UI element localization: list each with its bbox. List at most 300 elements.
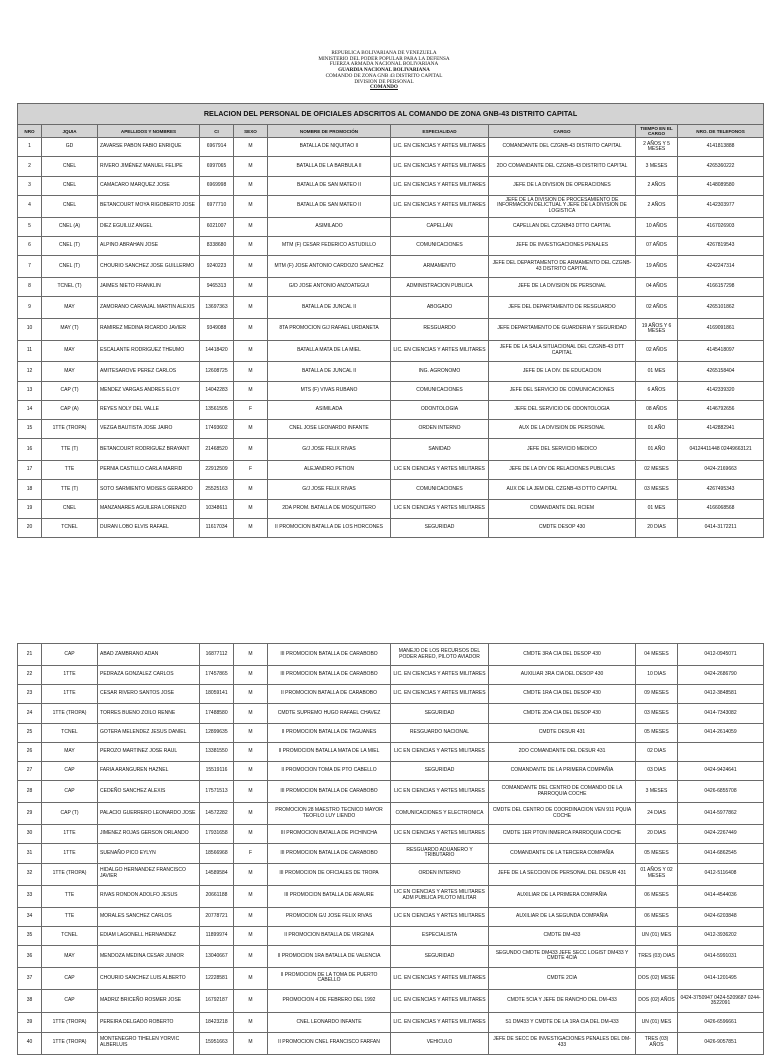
cell-telefono: 4265360222 (678, 157, 764, 176)
cell-telefono: 0414-7343082 (678, 704, 764, 723)
cell-nro: 21 (18, 644, 42, 666)
cell-telefono: 0414-5977862 (678, 803, 764, 825)
table-row (18, 480, 764, 499)
cell-cargo: AUXILIAR DE LA PRIMERA COMPAÑIA (489, 885, 636, 907)
cell-jquia: MAY (42, 340, 98, 362)
table-row (18, 907, 764, 926)
cell-nombre: ZAVARSE PABON FABIO ENRIQUE (98, 138, 200, 157)
cell-jquia: MAY (42, 362, 98, 381)
cell-sexo: M (234, 195, 268, 217)
cell-tiempo: 10 AÑOS (636, 217, 678, 236)
cell-jquia: MAY (42, 297, 98, 319)
cell-nombre: MENDOZA MEDINA CESAR JUNIOR (98, 945, 200, 967)
cell-ci: 20778721 (200, 907, 234, 926)
header-line: FUERZA ARMADA NACIONAL BOLIVARIANA (329, 61, 439, 68)
cell-sexo: M (234, 176, 268, 195)
table-row (18, 439, 764, 461)
cell-nro: 9 (18, 297, 42, 319)
cell-sexo: M (234, 967, 268, 989)
cell-especialidad: ARMAMENTO (391, 256, 489, 278)
cell-cargo: CMDTE 3RA CIA DEL DESOP 430 (489, 644, 636, 666)
table-row (18, 803, 764, 825)
cell-tiempo: TRES (03) DIAS (636, 945, 678, 967)
cell-promocion: II PROMOCION TOMA DE PTO CABELLO (268, 761, 391, 780)
cell-promocion: III PROMOCION BATALLA DE CARABOBO (268, 644, 391, 666)
cell-cargo: COMANDANTE DEL CZGNB-43 DISTRITO CAPITAL (489, 138, 636, 157)
cell-tiempo: 02 DIAS (636, 742, 678, 761)
cell-cargo: 2DO COMANDANTE DEL CZGNB-43 DISTRITO CAPITAL (489, 157, 636, 176)
cell-especialidad: LIC. EN CIENCIAS Y ARTES MILITARES (391, 989, 489, 1013)
cell-nombre: MANZANARES AGUILERA LORENZO (98, 499, 200, 518)
cell-especialidad: SEGURIDAD (391, 761, 489, 780)
cell-cargo: JEFE DE LA DIVISION DE PROCESAMIENTO DE INFORMACION DELICTUAL Y JEFE DE LA DIVISION DE LOGISTICA (489, 195, 636, 217)
cell-sexo: M (234, 885, 268, 907)
cell-ci: 15951663 (200, 1032, 234, 1054)
cell-especialidad: SEGURIDAD (391, 518, 489, 537)
table-row (18, 644, 764, 666)
cell-tiempo: 02 AÑOS (636, 340, 678, 362)
table-row (18, 277, 764, 296)
cell-nombre: ZAMORANO CARVAJAL MARTIN ALEXIS (98, 297, 200, 319)
cell-promocion: BATALLA DE SAN MATEO II (268, 176, 391, 195)
cell-nombre: MENDEZ VARGAS ANDRES ELOY (98, 381, 200, 400)
cell-especialidad: LIC. EN CIENCIAS Y ARTES MILITARES (391, 340, 489, 362)
cell-nro: 17 (18, 461, 42, 480)
cell-tiempo: 2 AÑOS Y 5 MESES (636, 138, 678, 157)
table-row (18, 825, 764, 844)
cell-nro: 18 (18, 480, 42, 499)
cell-jquia: TCNEL (42, 518, 98, 537)
cell-nro: 4 (18, 195, 42, 217)
cell-nro: 23 (18, 685, 42, 704)
cell-sexo: M (234, 420, 268, 439)
cell-tiempo: DOS (02) AÑOS (636, 989, 678, 1013)
cell-cargo: CMDTE 1RA CIA DEL DESOP 430 (489, 685, 636, 704)
table-row (18, 157, 764, 176)
cell-sexo: M (234, 1013, 268, 1032)
cell-especialidad: ABOGADO (391, 297, 489, 319)
cell-ci: 20661188 (200, 885, 234, 907)
cell-nombre: MADRIZ BRICEÑO ROSMER JOSE (98, 989, 200, 1013)
table-row (18, 499, 764, 518)
table-body (18, 644, 764, 1055)
cell-nombre: CAMACARO MARQUEZ JOSE (98, 176, 200, 195)
cell-promocion: BATALLA DE SAN MATEO II (268, 195, 391, 217)
officers-table (17, 103, 764, 538)
cell-sexo: M (234, 803, 268, 825)
cell-nombre: PEROZO MARTINEZ JOSE RAUL (98, 742, 200, 761)
cell-promocion: PROMOCION 4 DE FEBRERO DEL 1992 (268, 989, 391, 1013)
cell-especialidad: LIC EN CIENCIAS Y ARTES MILITARES ADM PUBLICA PILOTO MILITAR (391, 885, 489, 907)
cell-nombre: CHOURIO SANCHEZ JOSE GUILLERMO (98, 256, 200, 278)
table-row (18, 217, 764, 236)
cell-nombre: JAIMES NIETO FRANKLIN (98, 277, 200, 296)
cell-nombre: BETANCOURT RODRIGUEZ BRAYANT (98, 439, 200, 461)
cell-cargo: JEFE DE LA DIVISION DE OPERACIONES (489, 176, 636, 195)
cell-ci: 13697363 (200, 297, 234, 319)
cell-promocion: ASIMILADO (268, 217, 391, 236)
cell-tiempo: 08 AÑOS (636, 400, 678, 419)
column-header: NOMBRE DE PROMOCIÓN (268, 125, 391, 138)
cell-tiempo: 09 MESES (636, 685, 678, 704)
cell-nro: 22 (18, 666, 42, 685)
cell-jquia: CAP (42, 967, 98, 989)
cell-sexo: M (234, 157, 268, 176)
cell-telefono: 0426-6596661 (678, 1013, 764, 1032)
cell-cargo: CMDTE DM-433 (489, 926, 636, 945)
cell-sexo: M (234, 499, 268, 518)
cell-tiempo: 05 MESES (636, 723, 678, 742)
cell-nombre: CESAR RIVERO SANTOS JOSE (98, 685, 200, 704)
cell-ci: 11617034 (200, 518, 234, 537)
cell-cargo: COMANDANTE DE LA PRIMERA COMPAÑIA (489, 761, 636, 780)
cell-nombre: JIMENEZ ROJAS GERSON ORLANDO (98, 825, 200, 844)
cell-telefono: 4148089580 (678, 176, 764, 195)
table-row (18, 761, 764, 780)
table-row (18, 138, 764, 157)
cell-especialidad: MANEJO DE LOS RECURSOS DEL PODER AEREO, PILOTO AVIADOR (391, 644, 489, 666)
cell-jquia: CAP (42, 989, 98, 1013)
cell-sexo: M (234, 907, 268, 926)
cell-cargo: CMDTE 2DA CIA DEL DESOP 430 (489, 704, 636, 723)
cell-nro: 15 (18, 420, 42, 439)
cell-sexo: F (234, 844, 268, 863)
cell-ci: 12228581 (200, 967, 234, 989)
table-row (18, 967, 764, 989)
cell-promocion: II PROMOCION CNEL FRANCISCO FARFAN (268, 1032, 391, 1054)
cell-telefono: 0414-3172211 (678, 518, 764, 537)
column-header: NRO (18, 125, 42, 138)
cell-tiempo: 19 AÑOS (636, 256, 678, 278)
cell-nombre: REYES NOLY DEL VALLE (98, 400, 200, 419)
cell-sexo: M (234, 781, 268, 803)
cell-especialidad: ORDEN INTERNO (391, 420, 489, 439)
cell-jquia: 1TTE (TROPA) (42, 420, 98, 439)
cell-telefono: 0414-5991031 (678, 945, 764, 967)
cell-ci: 14418420 (200, 340, 234, 362)
cell-ci: 16877112 (200, 644, 234, 666)
cell-promocion: II PROMOCION BATALLA MATA DE LA MIEL (268, 742, 391, 761)
cell-ci: 13040667 (200, 945, 234, 967)
cell-jquia: CNEL (42, 157, 98, 176)
cell-promocion: CMDTE SUPREMO HUGO RAFAEL CHAVEZ (268, 704, 391, 723)
cell-ci: 12899635 (200, 723, 234, 742)
cell-jquia: CAP (A) (42, 400, 98, 419)
cell-cargo: CAPELLAN DEL CZGNB43 DTTO CAPITAL (489, 217, 636, 236)
cell-telefono: 0424-2267449 (678, 825, 764, 844)
cell-sexo: F (234, 400, 268, 419)
cell-ci: 10348611 (200, 499, 234, 518)
cell-cargo: AUX DE LA DIVISION DE PERSONAL (489, 420, 636, 439)
cell-especialidad: LIC. EN CIENCIAS Y ARTES MILITARES (391, 138, 489, 157)
cell-ci: 18566968 (200, 844, 234, 863)
column-header: SEXO (234, 125, 268, 138)
cell-nombre: PEREIRA DELGADO ROBERTO (98, 1013, 200, 1032)
cell-nro: 40 (18, 1032, 42, 1054)
cell-especialidad: SANIDAD (391, 439, 489, 461)
cell-tiempo: 02 AÑOS (636, 297, 678, 319)
cell-jquia: CAP (42, 644, 98, 666)
header-line: MINISTERIO DEL PODER POPULAR PARA LA DEFENSA (318, 55, 450, 62)
cell-jquia: TTE (42, 461, 98, 480)
table-row (18, 989, 764, 1013)
cell-especialidad: RESGUARDO NACIONAL (391, 723, 489, 742)
cell-telefono: 0426-6855708 (678, 781, 764, 803)
cell-cargo: JEFE DE LA DIVISION DE PERSONAL (489, 277, 636, 296)
cell-tiempo: 04 AÑOS (636, 277, 678, 296)
cell-tiempo: 03 MESES (636, 704, 678, 723)
cell-tiempo: UN (01) MES (636, 926, 678, 945)
cell-nro: 35 (18, 926, 42, 945)
cell-sexo: M (234, 704, 268, 723)
column-header: TIEMPO EN EL CARGO (636, 125, 678, 138)
cell-ci: 16792187 (200, 989, 234, 1013)
cell-jquia: 1TTE (42, 666, 98, 685)
cell-especialidad: COMUNICACIONES (391, 480, 489, 499)
cell-jquia: TTE (42, 907, 98, 926)
cell-cargo: CMDTE DEL CENTRO DE COORDINACION VEN 911 PQUIA COCHE (489, 803, 636, 825)
cell-telefono: 4267495343 (678, 480, 764, 499)
cell-nro: 19 (18, 499, 42, 518)
table-row (18, 176, 764, 195)
cell-ci: 14042283 (200, 381, 234, 400)
cell-telefono: 0414-2614059 (678, 723, 764, 742)
cell-promocion: PROMOCION 28 MAESTRO TECNICO MAYOR TEOFILO LUY LIENDO (268, 803, 391, 825)
cell-promocion: III PROMOCION BATALLA DE PICHINCHA (268, 825, 391, 844)
cell-telefono: 4265158404 (678, 362, 764, 381)
cell-cargo: JEFE DEL SERVICIO DE COMUNICACIONES (489, 381, 636, 400)
cell-promocion: II PROMOCION BATALLA DE LOS HORCONES (268, 518, 391, 537)
cell-telefono: 0414-6862545 (678, 844, 764, 863)
cell-jquia: MAY (42, 945, 98, 967)
cell-especialidad: SEGURIDAD (391, 704, 489, 723)
cell-promocion: II PROMOCION 1RA BATALLA DE VALENCIA (268, 945, 391, 967)
table-row (18, 195, 764, 217)
cell-telefono: 0424-6203848 (678, 907, 764, 926)
cell-ci: 17493602 (200, 420, 234, 439)
table-row (18, 297, 764, 319)
cell-sexo: M (234, 297, 268, 319)
cell-nro: 24 (18, 704, 42, 723)
cell-jquia: CNEL (A) (42, 217, 98, 236)
cell-nombre: ESCALANTE RODRIGUEZ THEUMO (98, 340, 200, 362)
cell-cargo: JEFE DE LA DIV. DE EDUCACION (489, 362, 636, 381)
cell-ci: 6969998 (200, 176, 234, 195)
cell-sexo: M (234, 723, 268, 742)
cell-nombre: SOTO SARMIENTO MOISES GERARDO (98, 480, 200, 499)
cell-nro: 7 (18, 256, 42, 278)
cell-cargo: AUX DE LA JEM DEL CZGNB-43 DTTO CAPITAL (489, 480, 636, 499)
cell-ci: 8338680 (200, 236, 234, 255)
cell-nro: 36 (18, 945, 42, 967)
cell-nro: 8 (18, 277, 42, 296)
cell-nombre: ALPINO ABRAHAN JOSE (98, 236, 200, 255)
header-comando: COMANDO (370, 84, 398, 91)
cell-nombre: PERNIA CASTILLO CARLA MARFID (98, 461, 200, 480)
cell-cargo: JEFE DE LA DIV DE RELACIONES PUBLCIAS (489, 461, 636, 480)
cell-promocion: III PROMOCION BATALLA DE ARAURE (268, 885, 391, 907)
cell-jquia: 1TTE (TROPA) (42, 1013, 98, 1032)
cell-jquia: TTE (42, 885, 98, 907)
cell-especialidad: CAPELLÁN (391, 217, 489, 236)
cell-cargo: CMDTE 1ER PTON INMERCA PARROQUIA COCHE (489, 825, 636, 844)
cell-jquia: CNEL (T) (42, 236, 98, 255)
cell-promocion: 8TA PROMOCION G/J RAFAEL URDANETA (268, 318, 391, 340)
cell-nro: 12 (18, 362, 42, 381)
cell-cargo: AUXILIAR DE LA SEGUNDA COMPAÑIA (489, 907, 636, 926)
cell-telefono: 0424-3750947 0424-5209687 0244- 3522091 (678, 989, 764, 1013)
cell-tiempo: 24 DIAS (636, 803, 678, 825)
cell-nombre: DURAN LOBO ELVIS RAFAEL (98, 518, 200, 537)
cell-promocion: G/J JOSE FELIX RIVAS (268, 439, 391, 461)
cell-especialidad: LIC. EN CIENCIAS Y ARTES MILITARES (391, 666, 489, 685)
cell-jquia: 1TTE (42, 844, 98, 863)
cell-nombre: GOTERA MELENDEZ JESUS DANIEL (98, 723, 200, 742)
cell-ci: 14589584 (200, 863, 234, 885)
cell-telefono: 0414-4544036 (678, 885, 764, 907)
cell-promocion: II PROMOCION BATALLA DE CARABOBO (268, 685, 391, 704)
cell-telefono: 4242247314 (678, 256, 764, 278)
cell-jquia: CNEL (42, 499, 98, 518)
cell-tiempo: 3 MESES (636, 157, 678, 176)
table-row (18, 742, 764, 761)
cell-nombre: PALACIO GUERRERO LEONARDO JOSE (98, 803, 200, 825)
cell-nombre: MORALES SANCHEZ CARLOS (98, 907, 200, 926)
cell-jquia: CAP (42, 781, 98, 803)
cell-nro: 16 (18, 439, 42, 461)
officers-table-continued (17, 643, 764, 1055)
cell-ci: 14572282 (200, 803, 234, 825)
cell-especialidad: LIC EN CIENCIAS Y ARTES MILITARES (391, 907, 489, 926)
cell-nro: 5 (18, 217, 42, 236)
cell-tiempo: 04 MESES (636, 644, 678, 666)
cell-sexo: M (234, 1032, 268, 1054)
cell-promocion: III PROMOCION BATALLA DE CARABOBO (268, 781, 391, 803)
cell-sexo: M (234, 277, 268, 296)
cell-nro: 2 (18, 157, 42, 176)
cell-sexo: M (234, 666, 268, 685)
cell-especialidad: LIC. EN CIENCIAS Y ARTES MILITARES (391, 967, 489, 989)
cell-nro: 33 (18, 885, 42, 907)
cell-ci: 6997065 (200, 157, 234, 176)
cell-nro: 10 (18, 318, 42, 340)
cell-especialidad: LIC EN CIENCIAS Y ARTES MILITARES (391, 742, 489, 761)
cell-sexo: M (234, 825, 268, 844)
cell-promocion: II PROMOCION DE LA TOMA DE PUERTO CABELLO (268, 967, 391, 989)
cell-jquia: TTE (T) (42, 480, 98, 499)
cell-sexo: M (234, 644, 268, 666)
table-row (18, 400, 764, 419)
cell-cargo: JEFE DE SECC DE INVESTIGACIONES PENALES DEL DM-433 (489, 1032, 636, 1054)
cell-promocion: BATALLA DE LA BARBULA II (268, 157, 391, 176)
cell-tiempo: 01 AÑO (636, 439, 678, 461)
cell-sexo: M (234, 138, 268, 157)
cell-especialidad: SEGURIDAD (391, 945, 489, 967)
cell-nombre: TORRES BUENO ZOILO RENNE (98, 704, 200, 723)
cell-nombre: RIVAS RONDON ADOLFO JESUS (98, 885, 200, 907)
header-comando-zona: COMANDO DE ZONA GNB 43 DISTRITO CAPITAL (325, 72, 443, 79)
cell-sexo: M (234, 439, 268, 461)
table-row (18, 362, 764, 381)
cell-ci: 25525163 (200, 480, 234, 499)
cell-ci: 17488580 (200, 704, 234, 723)
cell-cargo: S1 DM433 Y CMDTE DE LA 1RA CIA DEL DM-433 (489, 1013, 636, 1032)
cell-sexo: M (234, 480, 268, 499)
cell-ci: 6967914 (200, 138, 234, 157)
cell-tiempo: TRES (03) AÑOS (636, 1032, 678, 1054)
cell-jquia: CAP (T) (42, 381, 98, 400)
header-guardia: GUARDIA NACIONAL BOLIVARIANA (338, 67, 430, 74)
cell-tiempo: 01 AÑO (636, 420, 678, 439)
cell-telefono: 0412-3936202 (678, 926, 764, 945)
cell-cargo: 2DO COMANDANTE DEL DESUR 431 (489, 742, 636, 761)
cell-tiempo: 03 DIAS (636, 761, 678, 780)
cell-nombre: RAMIREZ MEDINA RICARDO JAVIER (98, 318, 200, 340)
cell-telefono: 0424-2686790 (678, 666, 764, 685)
cell-promocion: III PROMOCION BATALLA DE CARABOBO (268, 844, 391, 863)
cell-jquia: TCNEL (T) (42, 277, 98, 296)
cell-sexo: M (234, 381, 268, 400)
cell-sexo: M (234, 761, 268, 780)
cell-nro: 25 (18, 723, 42, 742)
cell-nombre: DIEZ EGUILUZ ANGEL (98, 217, 200, 236)
cell-jquia: 1TTE (42, 685, 98, 704)
cell-ci: 6021007 (200, 217, 234, 236)
header-division: DIVISION DE PERSONAL (354, 78, 414, 85)
cell-nombre: HIDALGO HERNANDEZ FRANCISCO JAVIER (98, 863, 200, 885)
cell-nombre: FARIA ARANGUREN HAZNEL (98, 761, 200, 780)
cell-tiempo: 01 AÑOS Y 02 MESES (636, 863, 678, 885)
cell-nro: 39 (18, 1013, 42, 1032)
cell-sexo: M (234, 945, 268, 967)
cell-promocion: BATALLA DE JUNCAL II (268, 297, 391, 319)
cell-especialidad: LIC EN CIENCIAS Y ARTES MILITARES (391, 781, 489, 803)
cell-nro: 26 (18, 742, 42, 761)
cell-nombre: MONTENEGRO TIHELEN YORVIC ALBERLUIS (98, 1032, 200, 1054)
column-header: NRO. DE TELEFONOS (678, 125, 764, 138)
cell-nombre: EDIAM LAGONELL HERNANDEZ (98, 926, 200, 945)
cell-ci: 11899974 (200, 926, 234, 945)
cell-tiempo: 2 AÑOS (636, 176, 678, 195)
cell-nro: 29 (18, 803, 42, 825)
cell-cargo: JEFE DEL DEPARTAMENTO DE ARMAMENTO DEL CZGNB-43 DISTRITO CAPITAL (489, 256, 636, 278)
cell-telefono: 4142882941 (678, 420, 764, 439)
cell-ci: 22912509 (200, 461, 234, 480)
cell-nro: 6 (18, 236, 42, 255)
cell-telefono (678, 742, 764, 761)
cell-especialidad: ING. AGRONOMO (391, 362, 489, 381)
table-row (18, 461, 764, 480)
cell-telefono: 4142339320 (678, 381, 764, 400)
table-row (18, 844, 764, 863)
cell-especialidad: LIC. EN CIENCIAS Y ARTES MILITARES (391, 157, 489, 176)
cell-sexo: M (234, 236, 268, 255)
cell-telefono: 4169091861 (678, 318, 764, 340)
cell-cargo: JEFE DE LA SALA SITUACIONAL DEL CZGNB-43 DTT CAPITAL (489, 340, 636, 362)
cell-sexo: M (234, 217, 268, 236)
cell-especialidad: COMUNICACIONES Y ELECTRONICA (391, 803, 489, 825)
cell-jquia: 1TTE (TROPA) (42, 704, 98, 723)
cell-promocion: BATALLA MATA DE LA MIEL (268, 340, 391, 362)
cell-telefono: 4166068568 (678, 499, 764, 518)
table-row (18, 381, 764, 400)
cell-especialidad: ODONTOLOGIA (391, 400, 489, 419)
table-body (18, 138, 764, 538)
cell-telefono: 04124411448 02449663121 (678, 439, 764, 461)
cell-jquia: CNEL (42, 176, 98, 195)
cell-jquia: 1TTE (TROPA) (42, 1032, 98, 1054)
cell-nro: 11 (18, 340, 42, 362)
